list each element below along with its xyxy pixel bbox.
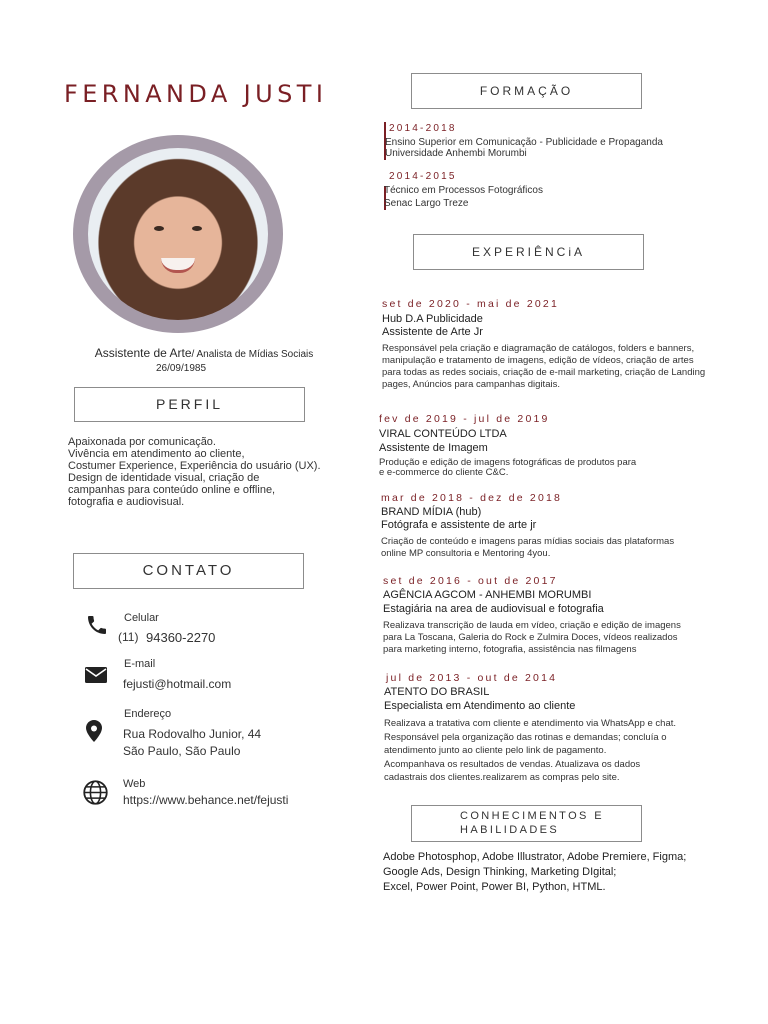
- formacao-heading: FORMAÇÃO: [411, 73, 642, 109]
- address-line2: São Paulo, São Paulo: [123, 744, 241, 758]
- job-desc-line: Responsável pela organização das rotinas e demandas; concluía o: [384, 731, 667, 743]
- birthdate: 26/09/1985: [155, 363, 207, 374]
- job-company: BRAND MÍDIA (hub): [381, 506, 482, 518]
- job-company: AGÊNCIA AGCOM - ANHEMBI MORUMBI: [383, 589, 592, 601]
- job-description: [382, 343, 705, 391]
- job-desc-line: para La Toscana, Galeria do Rock e Zulmira Doces, vídeos realizados: [383, 632, 678, 643]
- skills-line: Adobe Photosphop, Adobe Illustrator, Adobe Premiere, Figma;: [383, 851, 687, 863]
- email-address[interactable]: fejusti@hotmail.com: [123, 677, 232, 691]
- email-icon: [84, 663, 108, 687]
- job-date: jul de 2013 - out de 2014: [386, 672, 558, 684]
- job-title: Estagiária na area de audiovisual e fotografia: [383, 603, 604, 615]
- perfil-line: Vivência em atendimento ao cliente,: [68, 448, 245, 460]
- phone-area: (11): [118, 630, 139, 644]
- skills-heading: [411, 805, 642, 842]
- job-title: Especialista em Atendimento ao cliente: [384, 700, 576, 712]
- job-description: [381, 536, 674, 560]
- contato-heading: CONTATO: [73, 553, 304, 589]
- job-date: set de 2020 - mai de 2021: [382, 298, 560, 310]
- job-desc-line: Responsável pela criação e diagramação de catálogos, folders e banners,: [382, 343, 695, 354]
- job-desc-line: Acompanhava os resultados de vendas. Atualizava os dados: [384, 758, 641, 770]
- profile-photo: [88, 148, 268, 320]
- job-desc-line: e e-commerce do cliente C&C.: [379, 467, 509, 478]
- web-link[interactable]: https://www.behance.net/fejusti: [123, 793, 289, 807]
- edu-school: Universidade Anhembi Morumbi: [385, 148, 527, 159]
- role-secondary: / Analista de Mídias Sociais: [191, 349, 314, 360]
- address-label: Endereço: [124, 708, 172, 720]
- job-desc-line: Realizava transcrição de lauda em vídeo, criação e edição de imagens: [383, 620, 681, 631]
- edu-years: 2014-2015: [389, 171, 457, 182]
- job-title: Fotógrafa e assistente de arte jr: [381, 519, 537, 531]
- job-date: fev de 2019 - jul de 2019: [379, 413, 550, 425]
- edu-course: Técnico em Processos Fotográficos: [384, 185, 543, 196]
- perfil-line: Costumer Experience, Experiência do usuário (UX).: [68, 460, 321, 472]
- phone-number[interactable]: 94360-2270: [146, 630, 216, 645]
- job-desc-line: online MP consultoria e Mentoring 4you.: [381, 548, 551, 559]
- role-title: Assistente de Arte: [94, 346, 192, 360]
- job-description: [379, 458, 636, 478]
- perfil-heading: PERFIL: [74, 387, 305, 422]
- job-desc-line: para todas as redes sociais, criação de e-mail marketing, criação de Landing: [382, 367, 706, 378]
- job-title: Assistente de Imagem: [379, 442, 488, 454]
- email-label: E-mail: [124, 658, 156, 670]
- perfil-line: fotografia e audiovisual.: [68, 496, 185, 508]
- location-pin-icon: [82, 719, 106, 743]
- job-title: Assistente de Arte Jr: [382, 326, 483, 338]
- perfil-line: Design de identidade visual, criação de: [68, 472, 260, 484]
- edu-school: Senac Largo Treze: [384, 198, 469, 209]
- job-desc-line: para marketing interno, fotografia, assistência nas filmagens: [383, 644, 637, 655]
- job-desc-line: manipulação e tratamento de imagens, edição de vídeos, criação de artes: [382, 355, 694, 366]
- address-line1: Rua Rodovalho Junior, 44: [123, 727, 262, 741]
- globe-icon: [82, 779, 109, 806]
- perfil-line: campanhas para conteúdo online e offline,: [68, 484, 276, 496]
- skills-heading-line: HABILIDADES: [460, 824, 560, 836]
- perfil-text: [68, 436, 338, 508]
- job-desc-line: atendimento junto ao cliente pelo link de pagamento.: [384, 745, 607, 757]
- job-company: Hub D.A Publicidade: [382, 313, 483, 325]
- job-desc-line: Realizava a tratativa com cliente e atendimento via WhatsApp e chat.: [384, 718, 677, 729]
- job-desc-line: Produção e edição de imagens fotográficas de produtos para: [379, 457, 637, 468]
- web-label: Web: [123, 778, 146, 790]
- job-company: VIRAL CONTEÚDO LTDA: [379, 428, 507, 440]
- experiencia-heading: EXPERIÊNCiA: [413, 234, 644, 270]
- person-name: FERNANDA JUSTI: [64, 80, 328, 108]
- job-desc-line: pages, Anúncios para campanhas digitais.: [382, 379, 560, 390]
- job-date: mar de 2018 - dez de 2018: [381, 492, 563, 504]
- job-company: ATENTO DO BRASIL: [384, 686, 490, 698]
- job-date: set de 2016 - out de 2017: [383, 575, 558, 587]
- skills-line: Excel, Power Point, Power BI, Python, HTML.: [383, 881, 606, 893]
- job-description: [383, 620, 681, 656]
- edu-years: 2014-2018: [389, 123, 457, 134]
- perfil-line: Apaixonada por comunicação.: [68, 436, 216, 448]
- skills-list: [383, 850, 686, 895]
- role-line: [0, 346, 408, 360]
- skills-line: Google Ads, Design Thinking, Marketing DIgital;: [383, 866, 617, 878]
- phone-icon: [85, 613, 109, 637]
- job-description: [384, 717, 676, 785]
- job-desc-line: cadastrais dos clientes.realizarem as compras pelo site.: [384, 772, 620, 784]
- phone-label: Celular: [124, 612, 159, 624]
- job-desc-line: Criação de conteúdo e imagens paras mídias sociais das plataformas: [381, 536, 675, 547]
- skills-heading-line: CONHECIMENTOS E: [460, 810, 604, 822]
- edu-course: Ensino Superior em Comunicação - Publicidade e Propaganda: [385, 137, 663, 148]
